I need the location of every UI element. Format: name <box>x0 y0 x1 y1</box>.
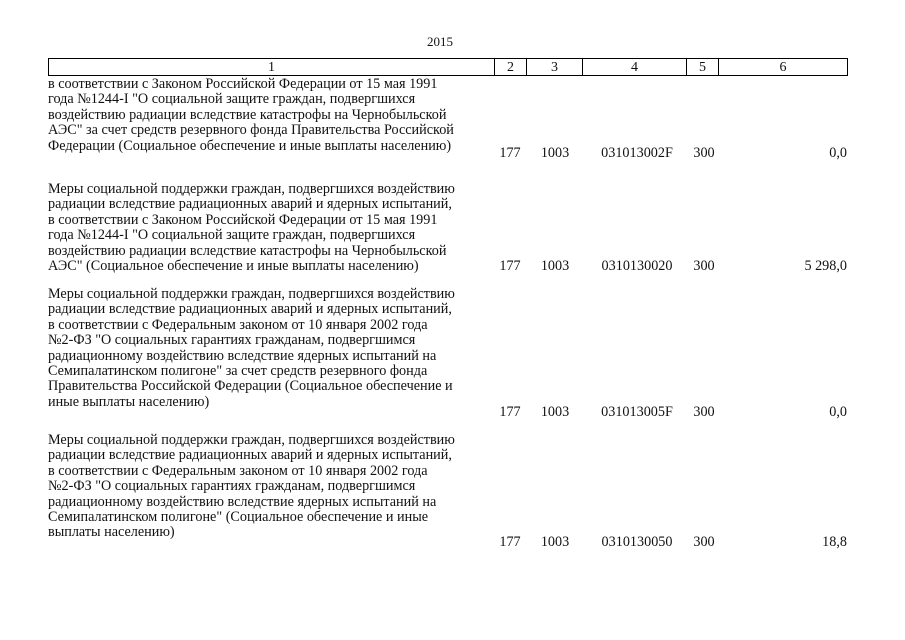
header-col-5: 5 <box>687 58 719 76</box>
row-expense-type: 300 <box>693 145 715 161</box>
row-ministry-code: 177 <box>499 404 521 420</box>
row-expense-type: 300 <box>693 404 715 420</box>
row-expense-type: 300 <box>693 258 715 274</box>
header-col-1: 1 <box>48 58 495 76</box>
header-col-3: 3 <box>527 58 583 76</box>
row-section-code: 1003 <box>540 258 570 274</box>
row-target-code: 031013002F <box>601 145 673 161</box>
row-description: Меры социальной поддержки граждан, подвергшихся воздействию радиации вследствие радиационных аварий и ядерных испытаний, в соответствии с Законом Российской Федерации от 15 мая 1991 года №1244-I "О социальной защите граждан, подвергшихся воздействию радиации вследствие катастрофы на Чернобыльской АЭС" (Социальное обеспечение и иные выплаты населению) <box>48 181 455 275</box>
row-section-code: 1003 <box>540 404 570 420</box>
row-target-code: 031013005F <box>601 404 673 420</box>
row-amount: 18,8 <box>822 534 847 550</box>
row-target-code: 0310130020 <box>601 258 673 274</box>
row-description: в соответствии с Законом Российской Федерации от 15 мая 1991 года №1244-I "О социальной защите граждан, подвергшихся воздействию радиации вследствие катастрофы на Чернобыльской АЭС" за счет средств резервного фонда Правительства Российской Федерации (Социальное обеспечение и иные выплаты населению) <box>48 76 454 154</box>
row-section-code: 1003 <box>540 534 570 550</box>
row-ministry-code: 177 <box>499 534 521 550</box>
page-number: 2015 <box>427 34 453 49</box>
row-description: Меры социальной поддержки граждан, подвергшихся воздействию радиации вследствие радиационных аварий и ядерных испытаний, в соответствии с Федеральным законом от 10 января 2002 года №2-ФЗ "О социальных гарантиях гражданам, подвергшимся радиационному воздействию вследствие ядерных испытаний на Семипалатинском полигоне" (Социальное обеспечение и иные выплаты населению) <box>48 432 455 541</box>
row-amount: 5 298,0 <box>804 258 847 274</box>
row-amount: 0,0 <box>829 145 847 161</box>
row-amount: 0,0 <box>829 404 847 420</box>
header-col-2: 2 <box>495 58 527 76</box>
row-target-code: 0310130050 <box>601 534 673 550</box>
row-expense-type: 300 <box>693 534 715 550</box>
row-ministry-code: 177 <box>499 145 521 161</box>
row-ministry-code: 177 <box>499 258 521 274</box>
row-description: Меры социальной поддержки граждан, подвергшихся воздействию радиации вследствие радиационных аварий и ядерных испытаний, в соответствии с Федеральным законом от 10 января 2002 года №2-ФЗ "О социальных гарантиях гражданам, подвергшимся радиационному воздействию вследствие ядерных испытаний на Семипалатинском полигоне" за счет средств резервного фонда Правительства Российской Федерации (Социальное обеспечение и иные выплаты населению) <box>48 286 455 410</box>
header-col-4: 4 <box>583 58 687 76</box>
row-section-code: 1003 <box>540 145 570 161</box>
header-col-6: 6 <box>719 58 848 76</box>
